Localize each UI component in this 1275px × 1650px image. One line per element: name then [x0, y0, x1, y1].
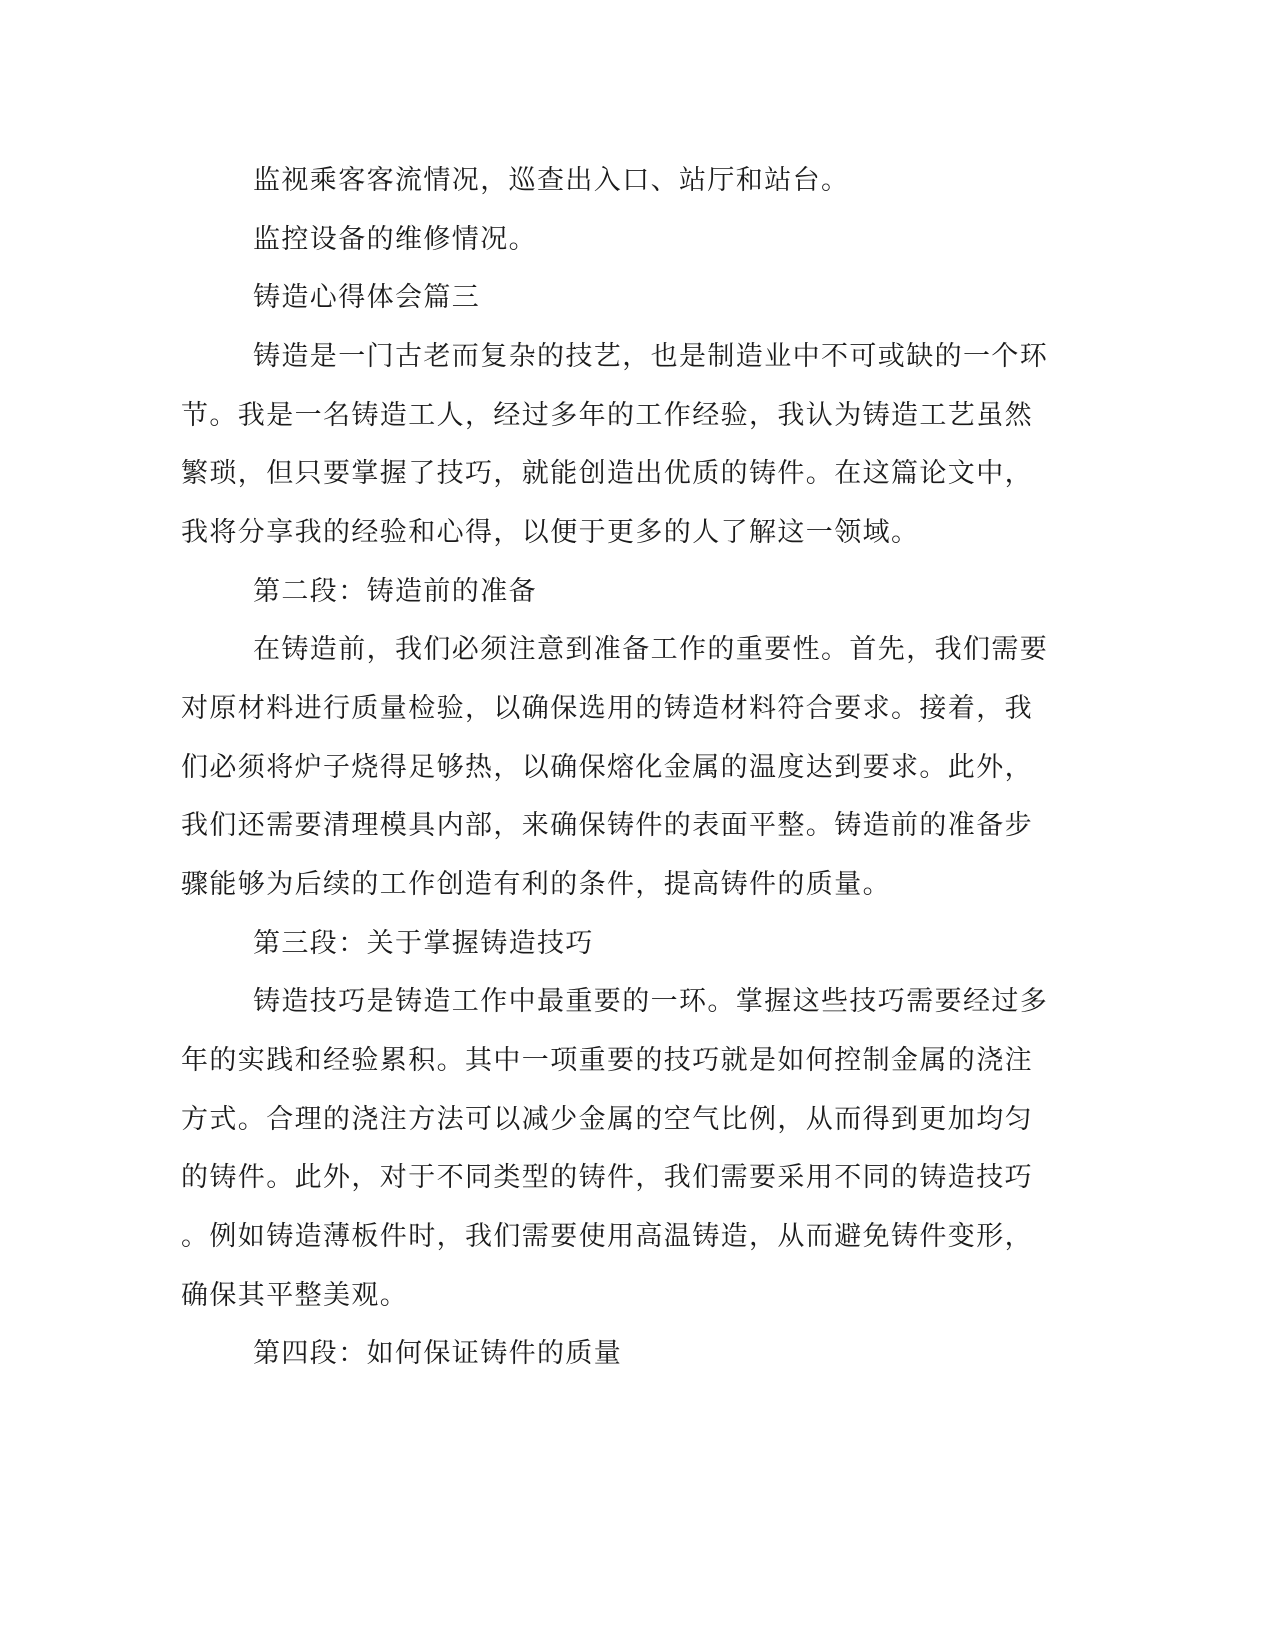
section-heading: 第四段：如何保证铸件的质量 [253, 1338, 623, 1369]
text-line: 我们还需要清理模具内部，来确保铸件的表面平整。铸造前的准备步 [181, 810, 1033, 841]
text-line: 铸造是一门古老而复杂的技艺，也是制造业中不可或缺的一个环 [253, 341, 1049, 372]
text-line: 。例如铸造薄板件时，我们需要使用高温铸造，从而避免铸件变形， [181, 1221, 1033, 1252]
text-line: 繁琐，但只要掌握了技巧，就能创造出优质的铸件。在这篇论文中， [181, 458, 1033, 489]
section-heading: 第三段：关于掌握铸造技巧 [253, 928, 594, 959]
text-line: 的铸件。此外，对于不同类型的铸件，我们需要采用不同的铸造技巧 [181, 1162, 1033, 1193]
section-heading: 铸造心得体会篇三 [253, 282, 481, 313]
text-line: 对原材料进行质量检验，以确保选用的铸造材料符合要求。接着，我 [181, 693, 1033, 724]
text-line: 监视乘客客流情况，巡查出入口、站厅和站台。 [253, 165, 850, 196]
text-line: 监控设备的维修情况。 [253, 224, 537, 255]
text-line: 节。我是一名铸造工人，经过多年的工作经验，我认为铸造工艺虽然 [181, 400, 1033, 431]
text-line: 在铸造前，我们必须注意到准备工作的重要性。首先，我们需要 [253, 634, 1049, 665]
text-line: 铸造技巧是铸造工作中最重要的一环。掌握这些技巧需要经过多 [253, 986, 1049, 1017]
section-heading: 第二段：铸造前的准备 [253, 576, 537, 607]
text-line: 方式。合理的浇注方法可以减少金属的空气比例，从而得到更加均匀 [181, 1104, 1033, 1135]
text-line: 们必须将炉子烧得足够热，以确保熔化金属的温度达到要求。此外， [181, 752, 1033, 783]
text-line: 年的实践和经验累积。其中一项重要的技巧就是如何控制金属的浇注 [181, 1045, 1033, 1076]
text-line: 我将分享我的经验和心得，以便于更多的人了解这一领域。 [181, 517, 920, 548]
text-line: 骤能够为后续的工作创造有利的条件，提高铸件的质量。 [181, 869, 891, 900]
text-line: 确保其平整美观。 [181, 1280, 409, 1311]
